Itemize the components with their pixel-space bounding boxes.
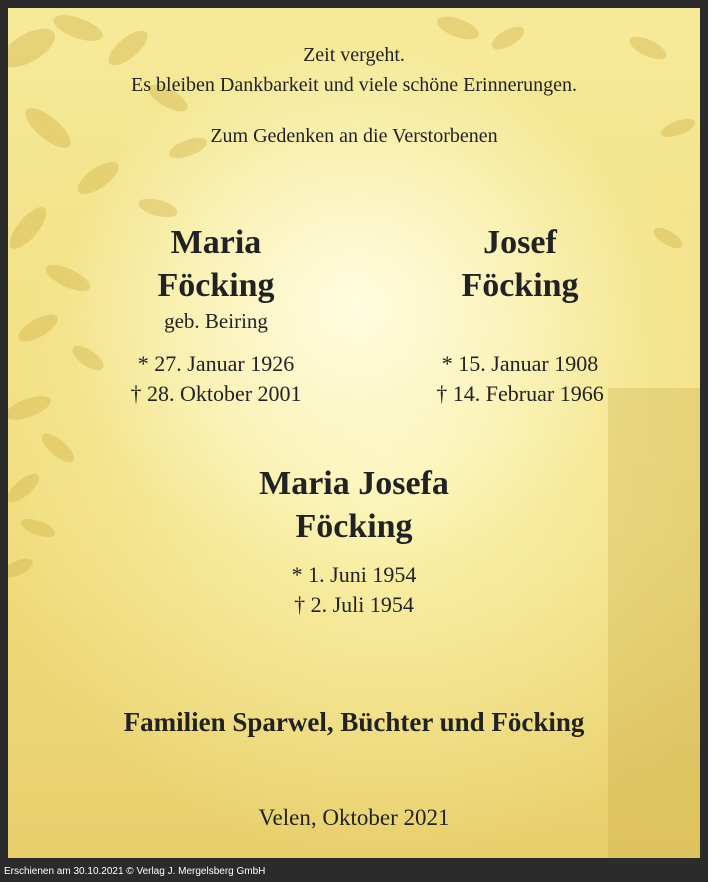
person-maria (66, 221, 366, 409)
person-first-name: Maria Josefa (259, 465, 449, 502)
person-birth-date: * 15. Januar 1908 (441, 351, 599, 376)
obituary-notice (8, 8, 700, 858)
person-josef (370, 221, 670, 409)
person-death-date: † 2. Juli 1954 (294, 592, 414, 617)
publication-footer: Erschienen am 30.10.2021 © Verlag J. Mergelsberg GmbH (4, 866, 266, 877)
person-first-name: Josef (483, 224, 557, 261)
person-birth-date: * 1. Juni 1954 (291, 562, 417, 587)
person-first-name: Maria (170, 224, 262, 261)
mourning-families: Familien Sparwel, Büchter und Föcking (123, 707, 585, 737)
place-and-date: Velen, Oktober 2021 (258, 805, 450, 830)
person-death-date: † 28. Oktober 2001 (130, 381, 302, 406)
person-maria-josefa (204, 462, 504, 620)
person-last-name: Föcking (295, 508, 413, 545)
memorial-heading: Zum Gedenken an die Verstorbenen (210, 125, 498, 147)
person-birth-name: geb. Beiring (164, 309, 268, 333)
person-last-name: Föcking (461, 267, 579, 304)
person-birth-date: * 27. Januar 1926 (137, 351, 295, 376)
intro-line-1: Zeit vergeht. (303, 44, 405, 66)
intro-line-2: Es bleiben Dankbarkeit und viele schöne Erinnerungen. (131, 74, 577, 96)
person-death-date: † 14. Februar 1966 (436, 381, 604, 406)
notice-content (8, 8, 700, 858)
person-last-name: Föcking (157, 267, 275, 304)
